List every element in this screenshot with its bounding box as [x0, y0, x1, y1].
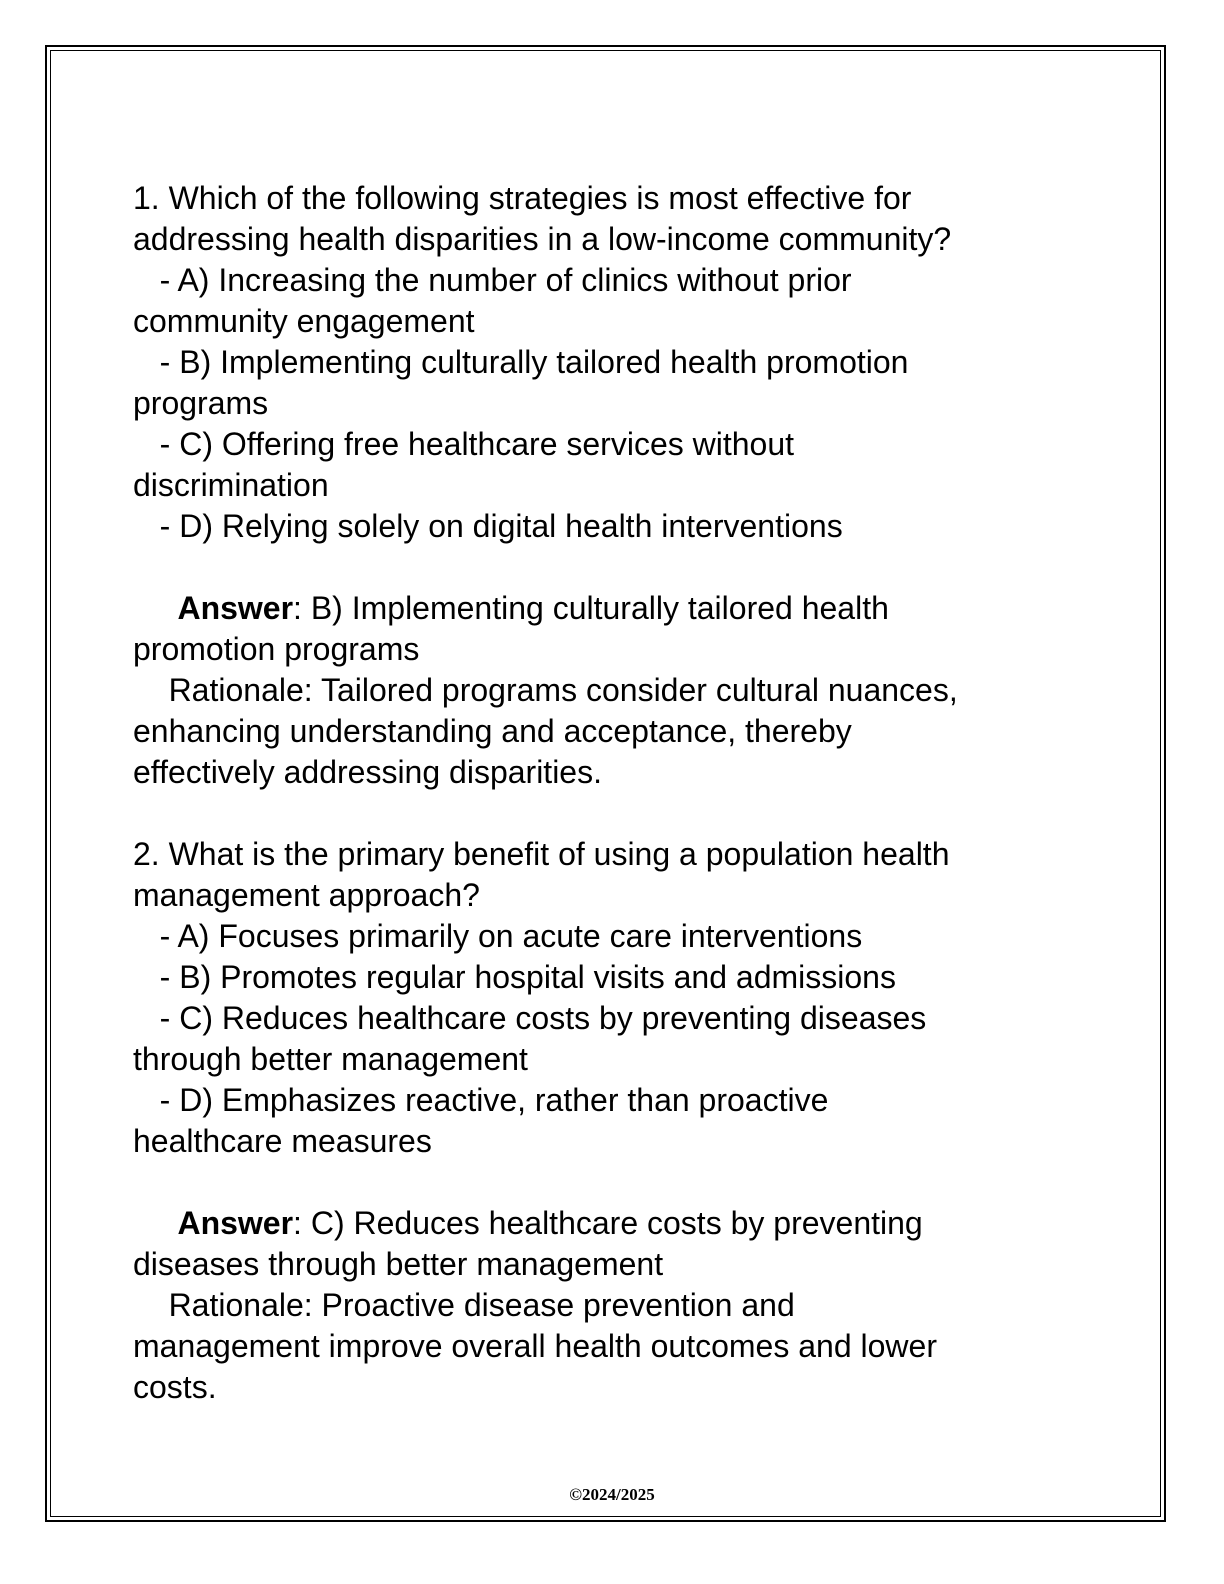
option-d: - D) Emphasizes reactive, rather than proactive	[133, 1082, 829, 1118]
rationale-line: Rationale: Proactive disease prevention and	[133, 1287, 795, 1323]
option-b-continued: programs	[133, 385, 269, 421]
question-stem-line: addressing health disparities in a low-income community?	[133, 221, 952, 257]
option-b: - B) Promotes regular hospital visits and admissions	[133, 959, 896, 995]
option-d-continued: healthcare measures	[133, 1123, 432, 1159]
rationale-line: Rationale: Tailored programs consider cultural nuances,	[133, 672, 958, 708]
rationale-line: costs.	[133, 1369, 217, 1405]
rationale-line: effectively addressing disparities.	[133, 754, 602, 790]
option-a: - A) Focuses primarily on acute care interventions	[133, 918, 863, 954]
copyright-footer: ©2024/2025	[569, 1485, 655, 1504]
answer-text: : C) Reduces healthcare costs by preventing	[293, 1205, 923, 1241]
answer-line	[133, 1203, 1093, 1244]
answer-text: : B) Implementing culturally tailored health	[293, 590, 889, 626]
question-stem-line: management approach?	[133, 877, 480, 913]
answer-text-continued: promotion programs	[133, 631, 420, 667]
option-d: - D) Relying solely on digital health interventions	[133, 508, 843, 544]
spacer	[133, 793, 1093, 834]
question-stem-line: 1. Which of the following strategies is most effective for	[133, 180, 912, 216]
question-stem-line: 2. What is the primary benefit of using a population health	[133, 836, 950, 872]
spacer	[133, 1162, 1093, 1203]
rationale-line: management improve overall health outcomes and lower	[133, 1328, 937, 1364]
option-c: - C) Reduces healthcare costs by preventing diseases	[133, 1000, 927, 1036]
option-a: - A) Increasing the number of clinics without prior	[133, 262, 852, 298]
answer-label: Answer	[177, 590, 294, 626]
option-c-continued: through better management	[133, 1041, 528, 1077]
option-b: - B) Implementing culturally tailored health promotion	[133, 344, 909, 380]
question-2	[133, 834, 1093, 1408]
option-c: - C) Offering free healthcare services without	[133, 426, 795, 462]
document-body	[133, 178, 1093, 1408]
answer-text-continued: diseases through better management	[133, 1246, 664, 1282]
option-c-continued: discrimination	[133, 467, 329, 503]
option-a-continued: community engagement	[133, 303, 475, 339]
answer-label: Answer	[177, 1205, 294, 1241]
answer-line	[133, 588, 1093, 629]
question-1	[133, 178, 1093, 793]
spacer	[133, 547, 1093, 588]
rationale-line: enhancing understanding and acceptance, thereby	[133, 713, 852, 749]
